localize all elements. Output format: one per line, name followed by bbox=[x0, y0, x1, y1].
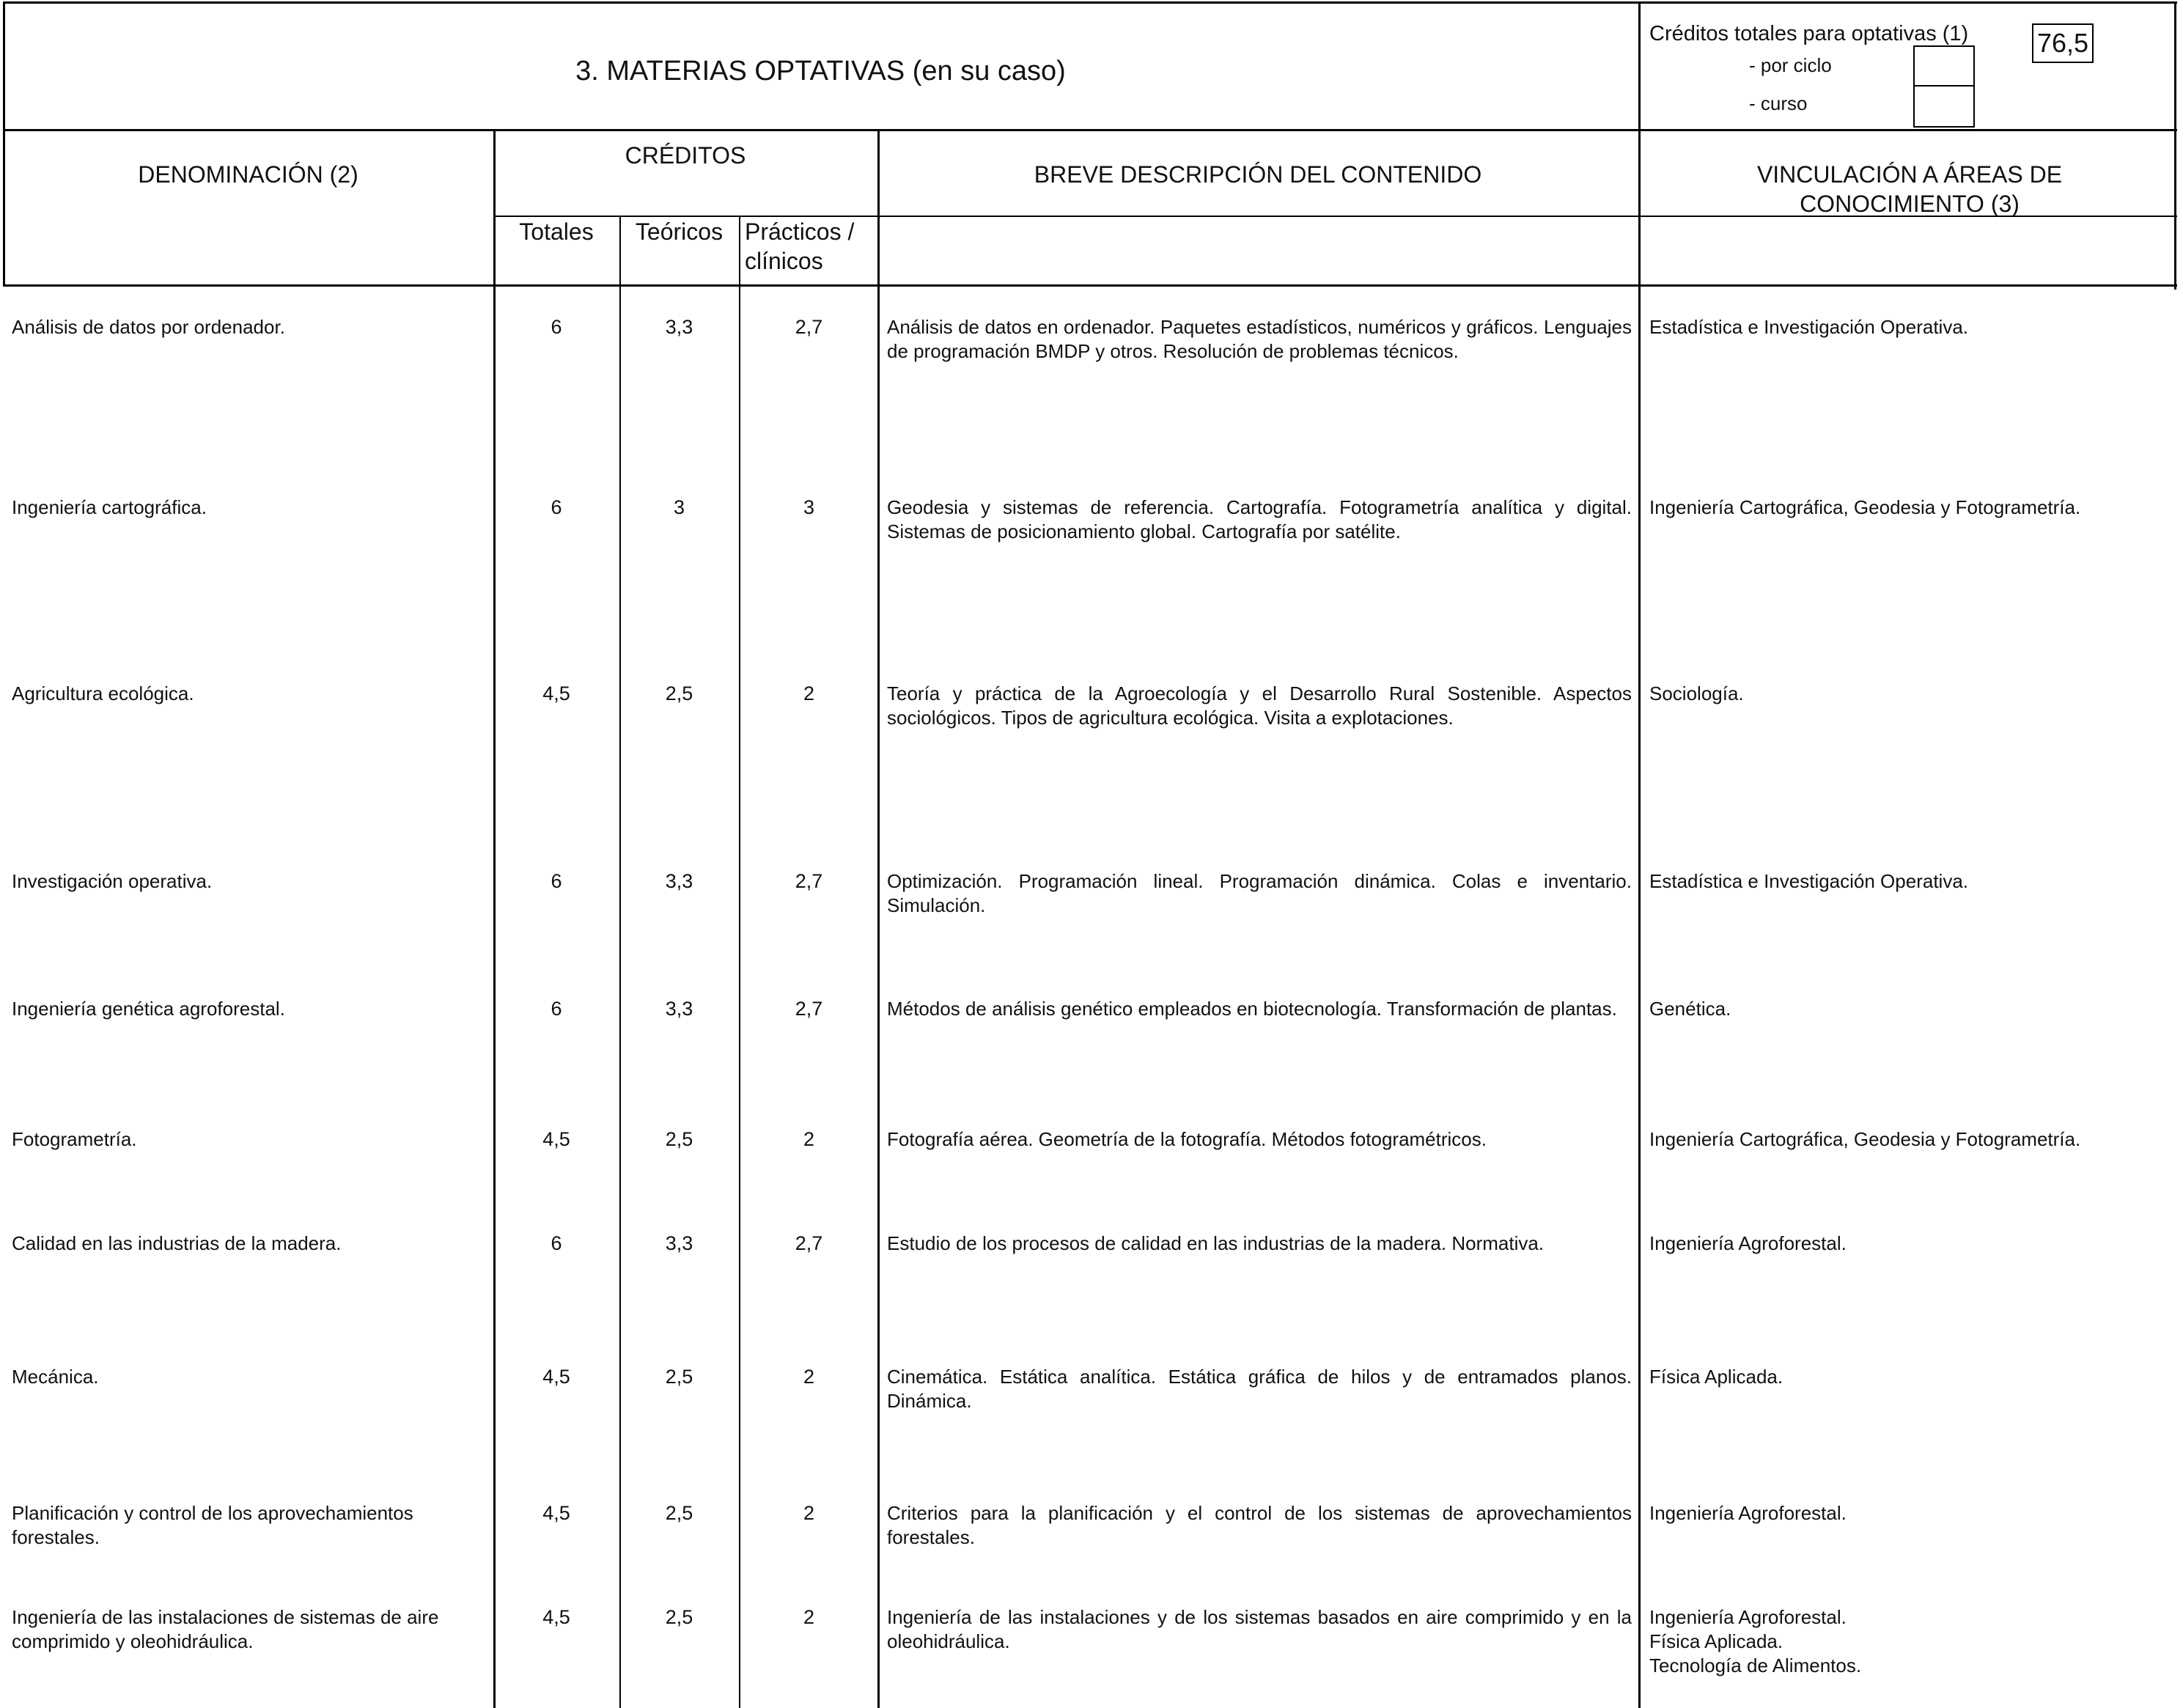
knowledge-areas: Física Aplicada. bbox=[1649, 1366, 1783, 1388]
credits-totales: 6 bbox=[551, 998, 562, 1020]
course-description: Cinemática. Estática analítica. Estática gráfica de hilos y de entramados planos. Dinámica. bbox=[887, 1366, 1632, 1412]
credits-totales: 4,5 bbox=[542, 1128, 570, 1150]
credits-totales: 4,5 bbox=[542, 1366, 570, 1388]
credits-practicos: 2 bbox=[803, 1606, 815, 1628]
per-cycle-box bbox=[1913, 45, 1975, 86]
knowledge-areas: Ingeniería Agroforestal. bbox=[1649, 1502, 1847, 1524]
knowledge-areas: Ingeniería Agroforestal. Física Aplicada. Tecnología de Alimentos. bbox=[1649, 1606, 1862, 1676]
header-creditos: CRÉDITOS bbox=[625, 142, 746, 169]
credits-totales: 6 bbox=[551, 870, 562, 892]
header-bottom-divider bbox=[3, 284, 2177, 287]
credits-teoricos: 2,5 bbox=[665, 1366, 693, 1388]
credits-teoricos: 2,5 bbox=[665, 1128, 693, 1150]
course-description: Estudio de los procesos de calidad en las industrias de la madera. Normativa. bbox=[887, 1232, 1545, 1254]
col-divider-creditos bbox=[877, 129, 880, 1708]
course-description: Fotografía aérea. Geometría de la fotografía. Métodos fotogramétricos. bbox=[887, 1128, 1487, 1150]
credits-teoricos: 2,5 bbox=[665, 1606, 693, 1628]
credits-totales: 4,5 bbox=[542, 682, 570, 704]
col-divider-teoricos bbox=[739, 216, 740, 1708]
credits-teoricos: 3,3 bbox=[665, 316, 693, 338]
col-divider-descripcion bbox=[1638, 1, 1641, 1708]
page-title: 3. MATERIAS OPTATIVAS (en su caso) bbox=[575, 56, 1066, 86]
course-name: Ingeniería cartográfica. bbox=[12, 496, 207, 518]
credits-practicos: 2 bbox=[803, 1502, 815, 1524]
header-descripcion: BREVE DESCRIPCIÓN DEL CONTENIDO bbox=[1034, 161, 1482, 188]
credits-totales: 6 bbox=[551, 496, 562, 518]
knowledge-areas: Estadística e Investigación Operativa. bbox=[1649, 870, 1969, 892]
course-name: Ingeniería de las instalaciones de sistemas de aire comprimido y oleohidráulica. bbox=[12, 1606, 439, 1652]
course-name: Planificación y control de los aprovechamientos forestales. bbox=[12, 1502, 413, 1548]
course-description: Optimización. Programación lineal. Programación dinámica. Colas e inventario. Simulación. bbox=[887, 870, 1632, 916]
credits-teoricos: 3,3 bbox=[665, 870, 693, 892]
credits-practicos: 2 bbox=[803, 1128, 815, 1150]
credits-teoricos: 3 bbox=[673, 496, 685, 518]
course-description: Métodos de análisis genético empleados en biotecnología. Transformación de plantas. bbox=[887, 998, 1617, 1020]
course-name: Ingeniería genética agroforestal. bbox=[12, 998, 285, 1020]
per-course-label: - curso bbox=[1749, 92, 1808, 114]
knowledge-areas: Genética. bbox=[1649, 998, 1731, 1020]
credits-practicos: 2,7 bbox=[795, 998, 823, 1020]
credits-teoricos: 3,3 bbox=[665, 998, 693, 1020]
credits-total-label: Créditos totales para optativas (1) bbox=[1649, 22, 1969, 45]
credits-teoricos: 3,3 bbox=[665, 1232, 693, 1254]
table-top-border bbox=[3, 1, 2177, 4]
header-vinculacion: VINCULACIÓN A ÁREAS DE CONOCIMIENTO (3) bbox=[1756, 161, 2063, 217]
credits-teoricos: 2,5 bbox=[665, 682, 693, 704]
credits-practicos: 2,7 bbox=[795, 870, 823, 892]
course-name: Agricultura ecológica. bbox=[12, 682, 194, 704]
credits-practicos: 2 bbox=[803, 1366, 815, 1388]
header-teoricos: Teóricos bbox=[635, 218, 724, 245]
course-description: Geodesia y sistemas de referencia. Cartografía. Fotogrametría analítica y digital. Sistemas de posicionamiento global. Cartografía por satélite. bbox=[887, 496, 1632, 542]
course-name: Análisis de datos por ordenador. bbox=[12, 316, 285, 338]
per-cycle-label: - por ciclo bbox=[1749, 54, 1832, 76]
course-name: Calidad en las industrias de la madera. bbox=[12, 1232, 342, 1254]
col-divider-denominacion bbox=[493, 129, 496, 1708]
credits-total-value: 76,5 bbox=[2036, 28, 2089, 58]
course-description: Ingeniería de las instalaciones y de los sistemas basados en aire comprimido y en la oleohidráulica. bbox=[887, 1606, 1632, 1652]
title-divider bbox=[3, 129, 2177, 131]
credits-totales: 6 bbox=[551, 316, 562, 338]
per-course-box bbox=[1913, 85, 1975, 128]
knowledge-areas: Sociología. bbox=[1649, 682, 1744, 704]
knowledge-areas: Ingeniería Agroforestal. bbox=[1649, 1232, 1847, 1254]
knowledge-areas: Ingeniería Cartográfica, Geodesia y Fotogrametría. bbox=[1649, 1128, 2081, 1150]
credits-totales: 4,5 bbox=[542, 1606, 570, 1628]
credits-practicos: 2,7 bbox=[795, 316, 823, 338]
header-practicos: Prácticos / clínicos bbox=[745, 218, 855, 274]
course-description: Análisis de datos en ordenador. Paquetes estadísticos, numéricos y gráficos. Lenguajes de programación BMDP y otros. Resolución de problemas técnicos. bbox=[887, 316, 1632, 362]
col-divider-totales bbox=[619, 216, 621, 1708]
credits-practicos: 3 bbox=[803, 496, 815, 518]
table-left-border-top bbox=[3, 1, 5, 284]
header-denominacion: DENOMINACIÓN (2) bbox=[138, 161, 358, 188]
course-name: Fotogrametría. bbox=[12, 1128, 137, 1150]
table-right-border bbox=[2174, 1, 2176, 290]
credits-teoricos: 2,5 bbox=[665, 1502, 693, 1524]
course-description: Teoría y práctica de la Agroecología y el Desarrollo Rural Sostenible. Aspectos sociológicos. Tipos de agricultura ecológica. Visita a explotaciones. bbox=[887, 682, 1632, 729]
header-totales: Totales bbox=[519, 218, 594, 245]
course-name: Investigación operativa. bbox=[12, 870, 213, 892]
credits-practicos: 2 bbox=[803, 682, 815, 704]
credits-totales: 4,5 bbox=[542, 1502, 570, 1524]
knowledge-areas: Ingeniería Cartográfica, Geodesia y Fotogrametría. bbox=[1649, 496, 2081, 518]
credits-total-value-box bbox=[2032, 23, 2094, 63]
course-description: Criterios para la planificación y el control de los sistemas de aprovechamientos forestales. bbox=[887, 1502, 1632, 1548]
credits-practicos: 2,7 bbox=[795, 1232, 823, 1254]
knowledge-areas: Estadística e Investigación Operativa. bbox=[1649, 316, 1969, 338]
course-name: Mecánica. bbox=[12, 1366, 99, 1388]
credits-totales: 6 bbox=[551, 1232, 562, 1254]
